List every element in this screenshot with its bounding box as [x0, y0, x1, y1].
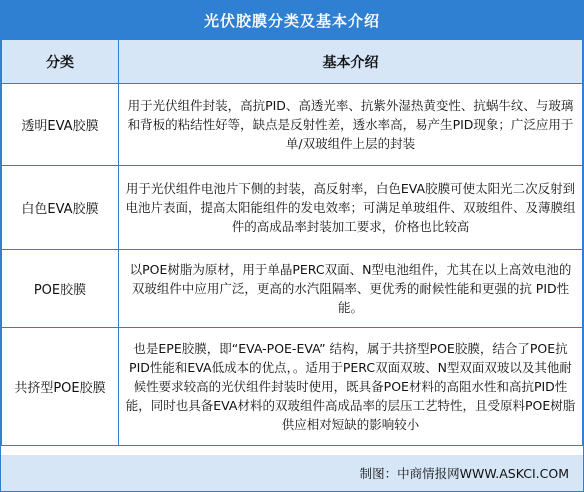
page-title: 光伏胶膜分类及基本介绍 [1, 1, 583, 39]
row-category: 透明EVA胶膜 [2, 84, 119, 166]
table-row [2, 84, 583, 166]
row-intro: 用于光伏组件封装，高抗PID、高透光率、抗紫外湿热黄变性、抗蜗牛纹、与玻璃和背板的粘结性好等，缺点是反射性差，透水率高，易产生PID现象；广泛应用于单/双玻组件上层的封装 [119, 84, 583, 166]
column-header-intro: 基本介绍 [119, 40, 583, 84]
film-classification-table [1, 39, 583, 446]
table-header-row [2, 40, 583, 84]
table-row [2, 166, 583, 250]
table-row [2, 250, 583, 328]
source-credit: 制图：中商情报网WWW.ASKCI.COM [1, 455, 583, 491]
row-category: POE胶膜 [2, 250, 119, 328]
row-intro: 也是EPE胶膜，即“EVA-POE-EVA” 结构，属于共挤型POE胶膜，结合了POE抗PID性能和EVA低成本的优点，。适用于PERC双面双玻、N型双面双玻以及其他耐候性要求较高的光伏组件封装时使用，既具备POE材料的高阻水性和高抗PID性能，同时也具备EVA材料的双玻组件高成品率的层压工艺特性，且受原料POE树脂供应相对短缺的影响较小 [119, 328, 583, 446]
row-intro: 以POE树脂为原材，用于单晶PERC双面、N型电池组件，尤其在以上高效电池的双玻组件中应用广泛，更高的水汽阻隔率、更优秀的耐候性能和更强的抗 PID性能。 [119, 250, 583, 328]
row-category: 白色EVA胶膜 [2, 166, 119, 250]
row-intro: 用于光伏组件电池片下侧的封装，高反射率，白色EVA胶膜可使太阳光二次反射到电池片表面，提高太阳能组件的发电效率；可满足单玻组件、双玻组件、及薄膜组件的高成品率封装加工要求，价格也比较高 [119, 166, 583, 250]
table-row [2, 328, 583, 446]
row-category: 共挤型POE胶膜 [2, 328, 119, 446]
column-header-category: 分类 [2, 40, 119, 84]
